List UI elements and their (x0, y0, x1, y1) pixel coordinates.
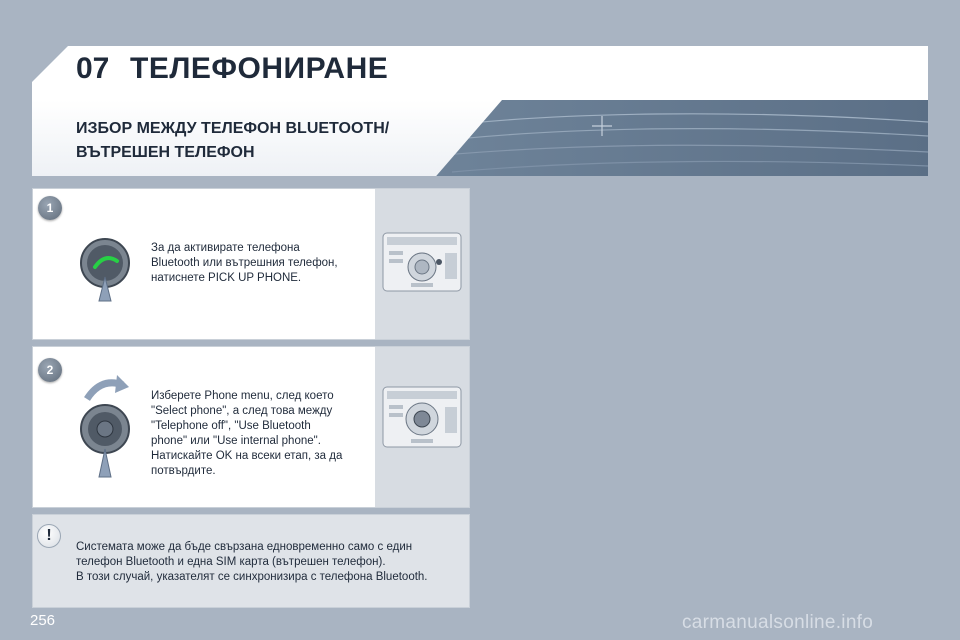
step-1-badge: 1 (38, 196, 62, 220)
note-line-3: В този случай, указателят се синхронизира с телефона Bluetooth. (76, 571, 428, 583)
chapter-title: ТЕЛЕФОНИРАНЕ (130, 52, 389, 85)
section-title-line-2: ВЪТРЕШЕН ТЕЛЕФОН (76, 144, 255, 161)
note-line-1: Системата може да бъде свързана едновременно само с един (76, 541, 413, 553)
step-2-line-1: Изберете Phone menu, след което (151, 390, 334, 402)
step-2-radio-illustration (375, 347, 469, 507)
radio-unit-icon (375, 189, 469, 341)
chapter-number: 07 (76, 52, 110, 85)
step-1-panel (32, 188, 470, 340)
radio-unit-icon (375, 347, 469, 509)
note-line-2: телефон Bluetooth и една SIM карта (вътрешен телефон). (76, 556, 386, 568)
step-2-line-4: phone" или "Use internal phone". (151, 435, 321, 447)
step-1-text (151, 241, 338, 286)
step-2-line-6: потвърдите. (151, 465, 216, 477)
warning-icon: ! (37, 524, 61, 548)
step-2-text (151, 389, 342, 479)
step-2-line-5: Натискайте OK на всеки етап, за да (151, 450, 343, 462)
rotary-knob-icon (77, 371, 137, 481)
step-1-radio-illustration (375, 189, 469, 339)
step-1-line-1: За да активирате телефона (151, 242, 300, 254)
phone-button-icon (75, 237, 135, 303)
watermark: carmanualsonline.info (682, 612, 874, 633)
section-title-line-1: ИЗБОР МЕЖДУ ТЕЛЕФОН BLUETOOTH/ (76, 120, 390, 137)
step-2-line-3: "Telephone off", "Use Bluetooth (151, 420, 311, 432)
step-2-panel (32, 346, 470, 508)
step-2-badge: 2 (38, 358, 62, 382)
page-number: 256 (30, 612, 56, 629)
step-1-line-3: натиснете PICK UP PHONE. (151, 272, 302, 284)
note-text (76, 540, 466, 585)
step-2-line-2: "Select phone", а след това между (151, 405, 333, 417)
step-1-line-2: Bluetooth или вътрешния телефон, (151, 257, 338, 269)
section-title (76, 117, 496, 165)
